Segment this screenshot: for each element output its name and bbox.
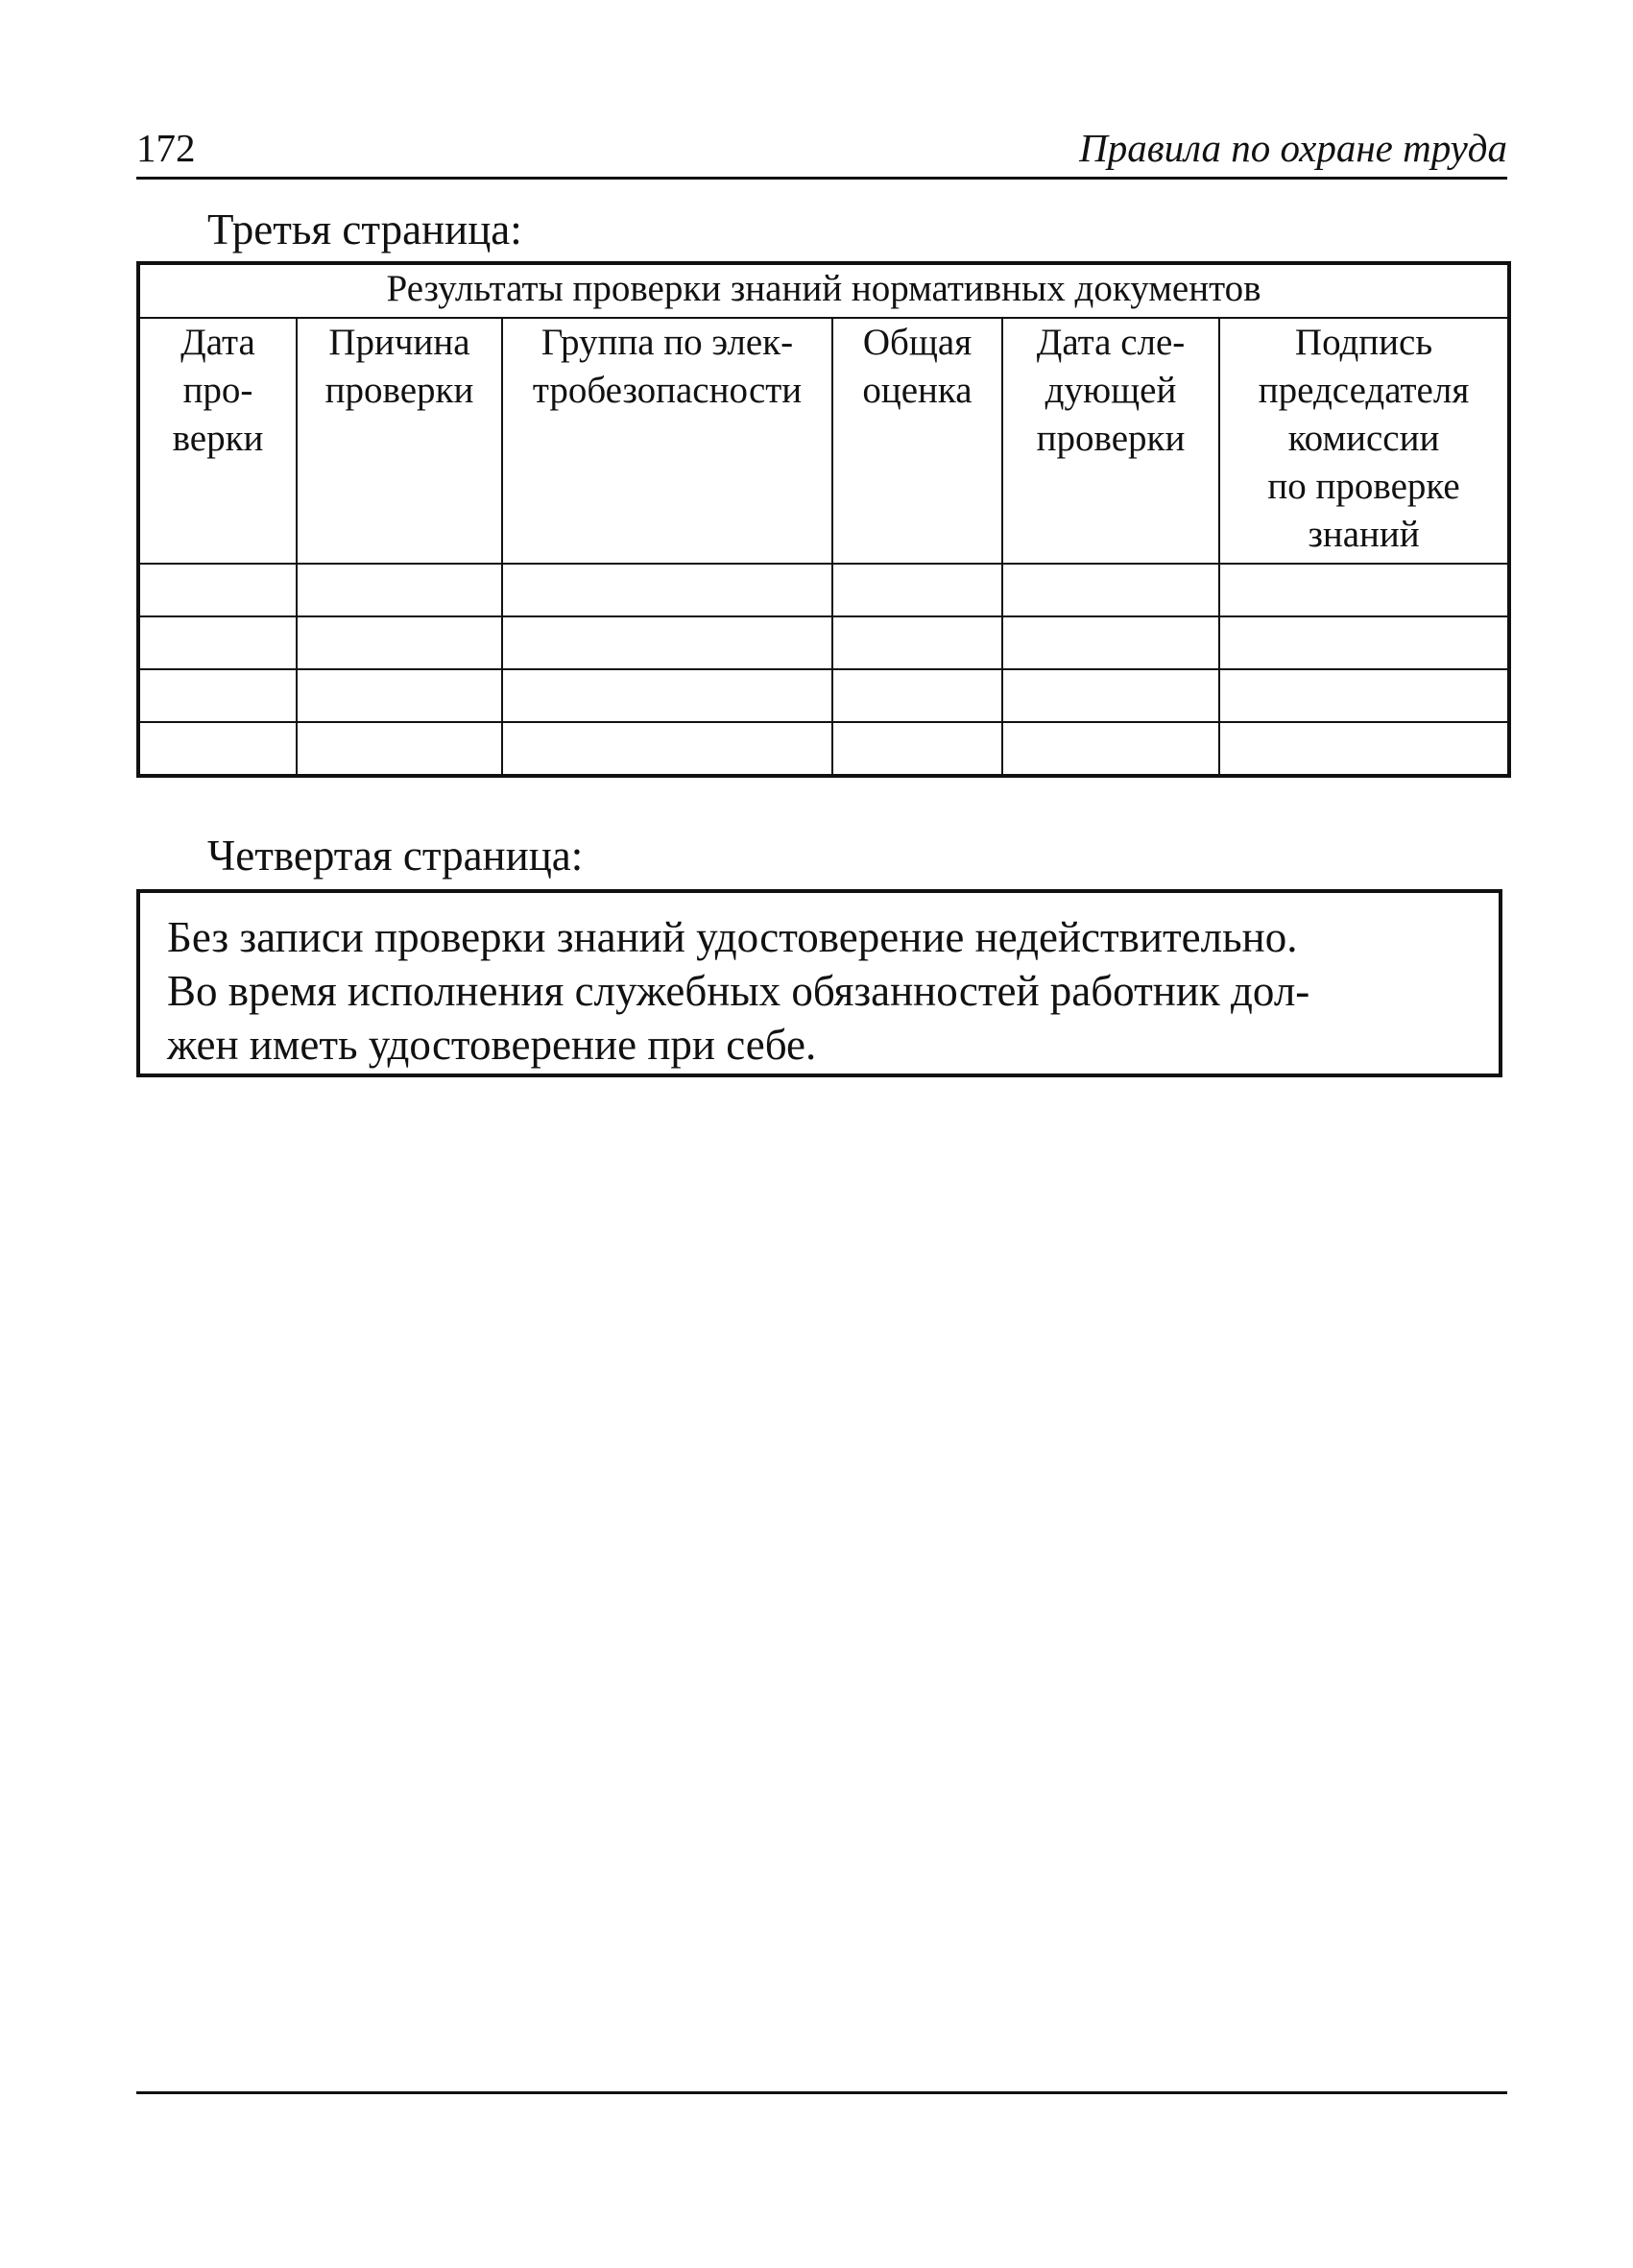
table-cell (138, 669, 297, 722)
table-cell (1002, 564, 1219, 616)
table-cell (297, 722, 502, 776)
page-number: 172 (136, 126, 196, 170)
table-caption: Результаты проверки знаний нормативных документов (138, 263, 1509, 318)
column-header (1002, 318, 1219, 564)
notice-line: Без записи проверки знаний удостоверение недействительно. (167, 913, 1298, 961)
column-header (1219, 318, 1509, 564)
table-cell (832, 564, 1002, 616)
header-rule (136, 177, 1507, 180)
column-header-text: Общая оценка (862, 322, 973, 411)
column-header (297, 318, 502, 564)
column-header (832, 318, 1002, 564)
column-header (138, 318, 297, 564)
column-header-text: Дата про- верки (172, 322, 264, 459)
table-cell (502, 616, 832, 669)
table-header-row (138, 318, 1509, 564)
column-header-text: Дата сле- дующей проверки (1036, 322, 1186, 459)
table-cell (297, 669, 502, 722)
table-row (138, 722, 1509, 776)
column-header-text: Причина проверки (324, 322, 474, 411)
notice-box (136, 889, 1502, 1077)
table-cell (297, 564, 502, 616)
table-cell (832, 722, 1002, 776)
table-cell (1002, 722, 1219, 776)
table-cell (832, 669, 1002, 722)
table-cell (502, 722, 832, 776)
table-caption-row (138, 263, 1509, 318)
column-header-text: Подпись председателя комиссии по проверке знаний (1258, 322, 1470, 555)
notice-line: Во время исполнения служебных обязанностей работник дол- (167, 967, 1310, 1015)
footer-rule (136, 2091, 1507, 2094)
table-cell (1219, 669, 1509, 722)
table-cell (138, 722, 297, 776)
notice-line: жен иметь удостоверение при себе. (167, 1021, 817, 1069)
table-cell (1219, 722, 1509, 776)
table-cell (138, 616, 297, 669)
table-cell (832, 616, 1002, 669)
fourth-page-heading: Четвертая страница: (207, 832, 584, 880)
third-page-heading: Третья страница: (207, 205, 522, 253)
table-cell (138, 564, 297, 616)
results-table (136, 261, 1511, 778)
table-cell (1002, 616, 1219, 669)
table-cell (1002, 669, 1219, 722)
table-cell (502, 669, 832, 722)
column-header (502, 318, 832, 564)
column-header-text: Группа по элек- тробезопасности (532, 322, 803, 411)
table-cell (1219, 564, 1509, 616)
table-cell (1219, 616, 1509, 669)
table-row (138, 616, 1509, 669)
table-row (138, 669, 1509, 722)
table-cell (502, 564, 832, 616)
running-title: Правила по охране труда (1079, 126, 1507, 170)
table-cell (297, 616, 502, 669)
table-row (138, 564, 1509, 616)
